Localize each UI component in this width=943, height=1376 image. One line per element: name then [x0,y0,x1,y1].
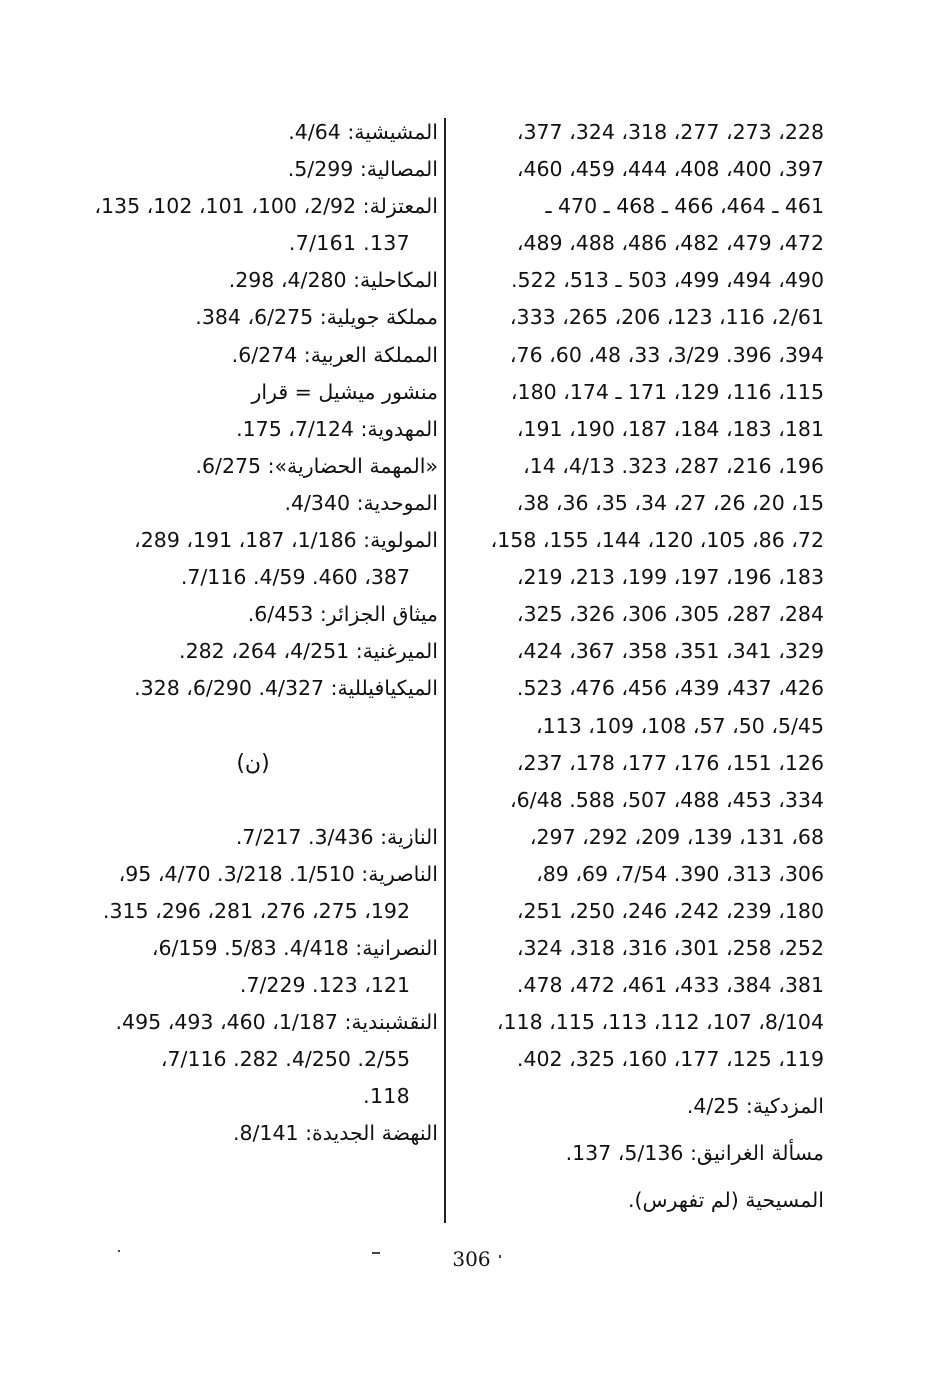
index-line: 252، 258، 301، 316، 318، 324، [516,936,824,961]
right-column [452,114,824,1219]
left-block-1 [68,114,438,708]
index-line: الميكيافيللية: 4/327. 6/290، 328. [134,676,438,701]
index-line: 284، 287، 305، 306، 326، 325، [516,602,824,627]
index-line: 334، 453، 488، 507، 588. 6/48، [510,787,824,812]
index-line: 118. [363,1084,410,1109]
index-line: 126، 151، 176، 177، 178، 237، [516,750,824,775]
index-line: 490، 494، 499، 503 ـ 513، 522. [511,268,824,293]
page-number: 306 [452,1247,491,1271]
index-line: ميثاق الجزائر: 6/453. [247,602,438,627]
index-line: النصرانية: 4/418. 5/83. 6/159، [151,935,438,960]
index-line: 426، 437، 439، 456، 476، 523. [516,676,824,701]
index-line: الموحدية: 4/340. [284,490,438,515]
index-line: المكاحلية: 4/280، 298. [228,268,438,293]
index-line: 461 ـ 464، 466 ـ 468 ـ 470 ـ [545,194,824,219]
scan-speck [118,1250,120,1252]
index-line: 192، 275، 276، 281، 296، 315. [102,898,410,923]
index-line: 15، 20، 26، 27، 34، 35، 36، 38، [516,490,824,515]
index-line: 2/55. 4/250. 282. 7/116، [160,1047,410,1072]
index-line: المعتزلة: 2/92، 100، 101، 102، 135، [94,194,438,219]
right-column-lines [452,114,824,1078]
index-line: 180، 239، 242، 246، 250، 251، [516,898,824,923]
index-line: النازية: 3/436. 7/217. [235,824,438,849]
index-line: 72، 86، 105، 120، 144، 155، 158، [490,528,824,553]
left-block-2 [68,819,438,1153]
index-line: النهضة الجديدة: 8/141. [232,1121,438,1146]
index-line: 472، 479، 482، 486، 488، 489، [516,231,824,256]
index-line: 137. 7/161. [288,231,410,256]
section-heading: (ن) [236,750,270,776]
index-line: 306، 313، 390. 7/54، 69، 89، [536,861,824,886]
index-line: مملكة جويلية: 6/275، 384. [195,305,438,330]
index-line: المزدكية: 4/25. [686,1094,824,1119]
index-line: 5/45، 50، 57، 108، 109، 113، [536,713,824,738]
index-line: المصالية: 5/299. [287,157,438,182]
index-line: 183، 196، 197، 199، 213، 219، [516,565,824,590]
index-line: المشيشية: 4/64. [288,120,438,144]
index-line: 397، 400، 408، 444، 459، 460، [516,157,824,182]
index-line: 68، 131، 139، 209، 292، 297، [529,824,824,849]
index-line: الميرغنية: 4/251، 264، 282. [179,639,438,664]
index-line: 121، 123. 7/229. [239,972,410,997]
index-line: المولوية: 1/186، 187، 191، 289، [134,528,438,553]
index-line: 387، 460. 4/59. 7/116. [180,565,410,590]
index-line: 228، 273، 277، 318، 324، 377، [516,120,824,144]
index-line: 329، 341، 351، 358، 367، 424، [516,639,824,664]
right-column-entries [452,1078,824,1219]
index-line: الناصرية: 1/510. 3/218. 4/70، 95، [118,861,438,886]
left-column [68,114,438,1152]
index-line: 115، 116، 129، 171 ـ 174، 180، [510,379,824,404]
index-line: النقشبندية: 1/187، 460، 493، 495. [115,1009,438,1034]
index-line: المسيحية (لم تفهرس). [628,1188,824,1213]
column-divider [444,118,446,1223]
index-line: منشور ميشيل = قرار [251,379,438,404]
index-line: 381، 384، 433، 461، 472، 478. [516,973,824,998]
index-line: المهدوية: 7/124، 175. [236,416,438,441]
index-line: 196، 216، 287، 323. 4/13، 14، [523,453,824,478]
index-line: 119، 125، 177، 160، 325، 402. [516,1047,824,1072]
index-line: 2/61، 116، 123، 206، 265، 333، [509,305,824,330]
index-line: 181، 183، 184، 187، 190، 191، [516,416,824,441]
index-line: المملكة العربية: 6/274. [231,342,438,367]
index-line: 394، 396. 3/29، 33، 48، 60، 76، [509,342,824,367]
index-line: «المهمة الحضارية»: 6/275. [195,453,438,478]
index-line: مسألة الغرانيق: 5/136، 137. [565,1141,824,1166]
index-line: 8/104، 107، 112، 113، 115، 118، [496,1010,824,1035]
scan-speck [499,1255,501,1258]
scan-speck [372,1252,380,1254]
